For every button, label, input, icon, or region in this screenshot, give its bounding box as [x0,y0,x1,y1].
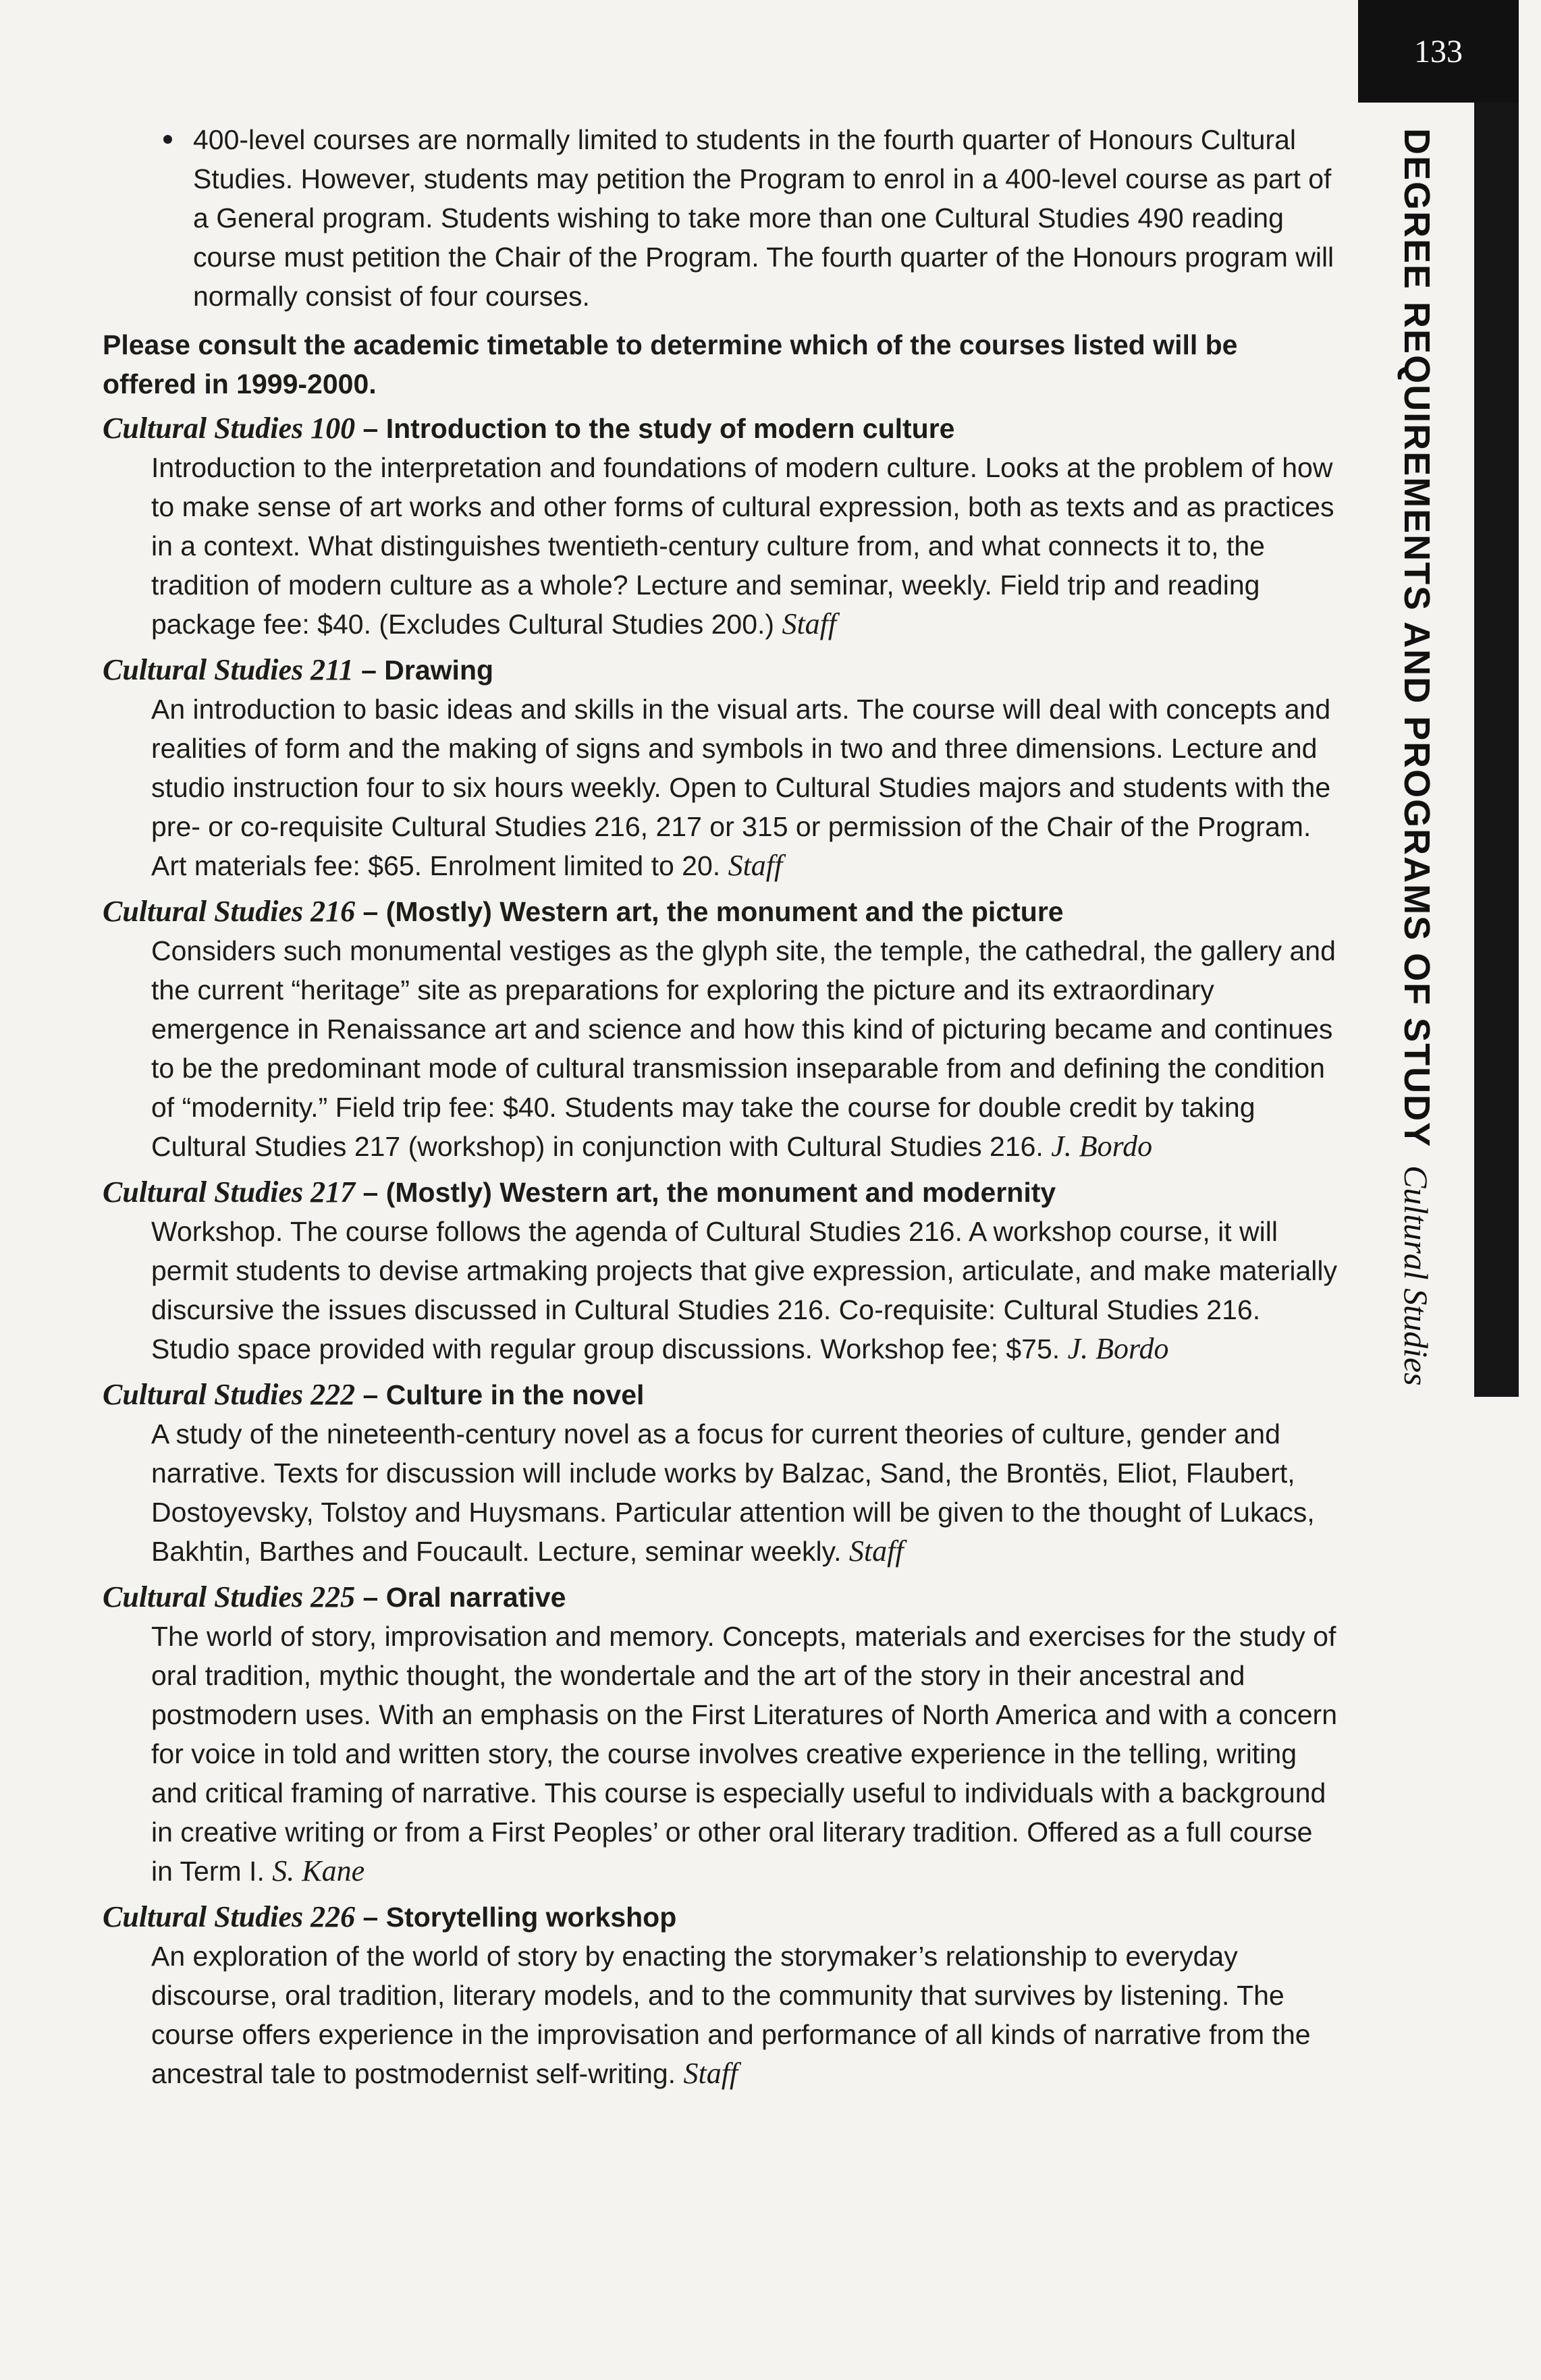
course-heading [103,1898,1338,1937]
course-instructor: Staff [848,1534,904,1568]
course-heading [103,1173,1338,1212]
section-title: DEGREE REQUIREMENTS AND PROGRAMS OF STUDY [1397,128,1437,1149]
course-code: Cultural Studies 217 [103,1175,356,1209]
course-description-block [103,1937,1338,2093]
course-entry [103,1173,1338,1368]
course-code: Cultural Studies 100 [103,412,356,445]
heading-dash: – [353,655,385,686]
course-description: The world of story, improvisation and memory. Concepts, materials and exercises for the study of oral tradition, mythic thought, the wondertale and the art of the story in their ancestral and postmodern uses. With an emphasis on the First Literatures of North America and with a concern for voice in told and written story, the course involves creative experience in the telling, writing and critical framing of narrative. This course is especially useful to individuals with a background in creative writing or from a First Peoples’ or other oral literary tradition. Offered as a full course in Term I. [151,1621,1337,1887]
course-instructor: Staff [782,607,837,640]
course-title: (Mostly) Western art, the monument and modernity [385,1177,1056,1208]
course-title: Culture in the novel [385,1379,645,1410]
course-code: Cultural Studies 216 [103,895,356,928]
course-entry [103,1898,1338,2093]
course-instructor: J. Bordo [1067,1332,1169,1365]
course-title: Introduction to the study of modern culture [385,413,955,444]
course-list [103,409,1338,2093]
course-description: Introduction to the interpretation and foundations of modern culture. Looks at the problem of how to make sense of art works and other forms of cultural expression, both as texts and as practices in a context. What distinguishes twentieth-century culture from, and what connects it to, the tradition of modern culture as a whole? Lecture and seminar, weekly. Field trip and reading package fee: $40. (Excludes Cultural Studies 200.) [151,452,1334,640]
course-entry [103,1375,1338,1571]
course-code: Cultural Studies 222 [103,1378,356,1411]
course-description-block [103,1414,1338,1571]
course-entry [103,651,1338,885]
course-code: Cultural Studies 225 [103,1580,356,1613]
heading-dash: – [355,1902,386,1933]
course-description: An introduction to basic ideas and skills in the visual arts. The course will deal with concepts and realities of form and the making of signs and symbols in two and three dimensions. Lecture and studio instruction four to six hours weekly. Open to Cultural Studies majors and students with the pre- or co-requisite Cultural Studies 216, 217 or 315 or permission of the Chair of the Program. Art materials fee: $65. Enrolment limited to 20. [151,694,1331,881]
course-title: Oral narrative [385,1582,566,1613]
heading-dash: – [355,1379,386,1410]
heading-dash: – [355,1582,386,1613]
heading-dash: – [355,413,386,444]
course-instructor: J. Bordo [1051,1130,1153,1163]
course-title: Storytelling workshop [385,1902,677,1933]
course-heading [103,1578,1338,1617]
timetable-notice: Please consult the academic timetable to determine which of the courses listed will be offered in 1999-2000. [103,329,1238,399]
page-content [103,120,1338,2100]
section-tab-label [1396,128,1438,1386]
course-heading [103,892,1338,931]
course-description: An exploration of the world of story by enacting the storymaker’s relationship to everyday discourse, oral tradition, literary models, and to the community that survives by listening. The course offers experience in the improvisation and performance of all kinds of narrative from the ancestral tale to postmodernist self-writing. [151,1941,1311,2089]
course-entry [103,892,1338,1166]
course-instructor: S. Kane [272,1854,365,1887]
page-number: 133 [1358,0,1519,103]
course-code: Cultural Studies 211 [103,653,354,686]
course-title: Drawing [384,655,494,686]
course-entry [103,1578,1338,1891]
bullet-icon [163,135,172,144]
course-title: (Mostly) Western art, the monument and the picture [385,896,1064,927]
course-description-block [103,1617,1338,1891]
course-description-block [103,931,1338,1166]
heading-dash: – [355,1177,386,1208]
section-tab-bar [1474,103,1519,1397]
bullet-text: 400-level courses are normally limited to students in the fourth quarter of Honours Cultural Studies. However, students may petition the Program to enrol in a 400-level course as part of a General program. Students wishing to take more than one Cultural Studies 490 reading course must petition the Chair of the Program. The fourth quarter of the Honours program will normally consist of four courses. [193,124,1334,312]
course-description: Workshop. The course follows the agenda of Cultural Studies 216. A workshop course, it will permit students to devise artmaking projects that give expression, articulate, and make materially discursive the issues discussed in Cultural Studies 216. Co-requisite: Cultural Studies 216. Studio space provided with regular group discussions. Workshop fee; $75. [151,1216,1337,1364]
course-heading [103,1375,1338,1414]
course-description-block [103,1212,1338,1368]
course-description-block [103,690,1338,885]
bullet-list-item [103,120,1338,316]
course-instructor: Staff [683,2057,738,2090]
course-entry [103,409,1338,644]
course-description: A study of the nineteenth-century novel as a focus for current theories of culture, gender and narrative. Texts for discussion will include works by Balzac, Sand, the Brontës, Eliot, Flaubert, Dostoyevsky, Tolstoy and Huysmans. Particular attention will be given to the thought of Lukacs, Bakhtin, Barthes and Foucault. Lecture, seminar weekly. [151,1418,1315,1567]
course-description: Considers such monumental vestiges as the glyph site, the temple, the cathedral, the gallery and the current “heritage” site as preparations for exploring the picture and its extraordinary emergence in Renaissance art and science and how this kind of picturing became and continues to be the predominant mode of cultural transmission inseparable from and defining the condition of “modernity.” Field trip fee: $40. Students may take the course for double credit by taking Cultural Studies 217 (workshop) in conjunction with Cultural Studies 216. [151,935,1336,1162]
course-description-block [103,448,1338,644]
heading-dash: – [355,896,386,927]
course-heading [103,651,1338,690]
course-code: Cultural Studies 226 [103,1900,356,1933]
course-instructor: Staff [728,849,783,882]
section-subtitle: Cultural Studies [1397,1165,1435,1386]
course-heading [103,409,1338,448]
